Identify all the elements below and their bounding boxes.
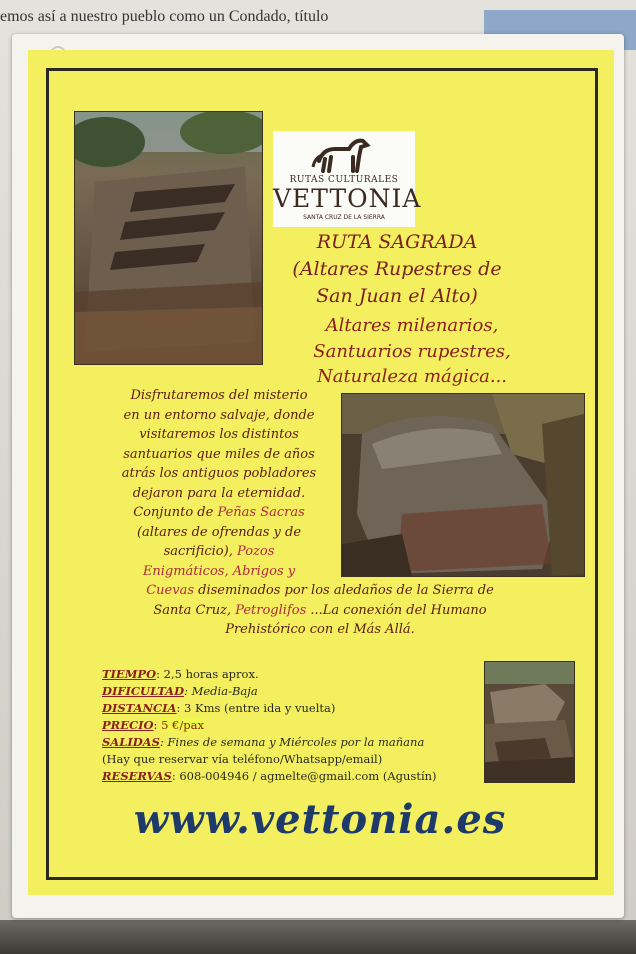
body-line-10: Enigmáticos, Abrigos y bbox=[142, 564, 296, 579]
info-tiempo-label: TIEMPO bbox=[102, 667, 157, 681]
body-line-12-b: Petroglifos bbox=[235, 603, 307, 618]
info-salidas bbox=[102, 735, 424, 749]
tagline-line-1: Altares milenarios, bbox=[325, 315, 499, 336]
body-line-9 bbox=[100, 542, 338, 562]
info-precio bbox=[102, 718, 204, 732]
background-text: emos así a nuestro pueblo como un Condado, título bbox=[0, 8, 329, 25]
body-line-12 bbox=[100, 601, 540, 621]
photo-altar-rock bbox=[341, 393, 585, 577]
info-salidas-value: : Fines de semana y Miércoles por la mañana bbox=[159, 735, 425, 749]
logo-name: VETTONIA bbox=[273, 184, 422, 213]
logo-subtitle: SANTA CRUZ DE LA SIERRA bbox=[303, 214, 385, 221]
title-line-2: (Altares Rupestres de bbox=[292, 258, 502, 280]
info-reservas-value: : 608-004946 / agmelte@gmail.com (Agustín) bbox=[171, 769, 437, 783]
body-line-7 bbox=[100, 503, 338, 523]
horse-icon bbox=[309, 135, 375, 179]
body-line-6: dejaron para la eternidad. bbox=[132, 486, 306, 501]
logo-top-text: RUTAS CULTURALES bbox=[289, 175, 399, 185]
info-distancia bbox=[102, 701, 335, 715]
body-line-13: Prehistórico con el Más Allá. bbox=[225, 622, 415, 637]
body-line-1: Disfrutaremos del misterio bbox=[130, 388, 308, 403]
body-line-5: atrás los antiguos pobladores bbox=[121, 466, 317, 481]
body-line-8: (altares de ofrendas y de bbox=[136, 525, 302, 540]
photo-small-rocks bbox=[484, 661, 575, 783]
tagline-line-2: Santuarios rupestres, bbox=[313, 341, 511, 362]
tagline-line-3: Naturaleza mágica... bbox=[316, 366, 508, 387]
vettonia-logo bbox=[273, 131, 422, 227]
title-line-1: RUTA SAGRADA bbox=[316, 231, 478, 253]
info-precio-label: PRECIO bbox=[102, 718, 154, 732]
info-dificultad-value: : Media-Baja bbox=[184, 684, 258, 698]
body-line-9-a: sacrificio), bbox=[163, 544, 237, 559]
body-line-11-a: Cuevas bbox=[146, 583, 194, 598]
background-shelf bbox=[0, 920, 636, 954]
info-distancia-value: : 3 Kms (entre ida y vuelta) bbox=[176, 701, 336, 715]
body-line-3: visitaremos los distintos bbox=[139, 427, 299, 442]
info-dificultad bbox=[102, 684, 258, 698]
info-dificultad-label: DIFICULTAD bbox=[102, 684, 185, 698]
website-url[interactable]: www.vettonia.es bbox=[133, 796, 507, 843]
info-salidas-label: SALIDAS bbox=[102, 735, 160, 749]
body-line-9-b: Pozos bbox=[236, 544, 275, 559]
body-line-12-c: ...La conexión del Humano bbox=[306, 603, 487, 618]
body-line-7-b: Peñas Sacras bbox=[217, 505, 305, 520]
body-line-7-a: Conjunto de bbox=[133, 505, 218, 520]
info-precio-value: 5 €/pax bbox=[161, 718, 204, 732]
info-reservas bbox=[102, 769, 437, 783]
body-line-4: santuarios que miles de años bbox=[123, 447, 315, 462]
info-reservar-note: (Hay que reservar vía teléfono/Whatsapp/email) bbox=[102, 752, 383, 766]
body-line-12-a: Santa Cruz, bbox=[153, 603, 236, 618]
info-distancia-label: DISTANCIA bbox=[102, 701, 177, 715]
photo-rock-steps bbox=[74, 111, 263, 365]
info-tiempo bbox=[102, 667, 259, 681]
info-precio-colon: : bbox=[153, 718, 162, 732]
body-line-11 bbox=[100, 581, 540, 601]
info-tiempo-value: : 2,5 horas aprox. bbox=[156, 667, 259, 681]
info-reservas-label: RESERVAS bbox=[102, 769, 172, 783]
body-line-11-b: diseminados por los aledaños de la Sierra de bbox=[194, 583, 494, 598]
title-line-3: San Juan el Alto) bbox=[316, 285, 478, 307]
body-line-2: en un entorno salvaje, donde bbox=[123, 408, 315, 423]
